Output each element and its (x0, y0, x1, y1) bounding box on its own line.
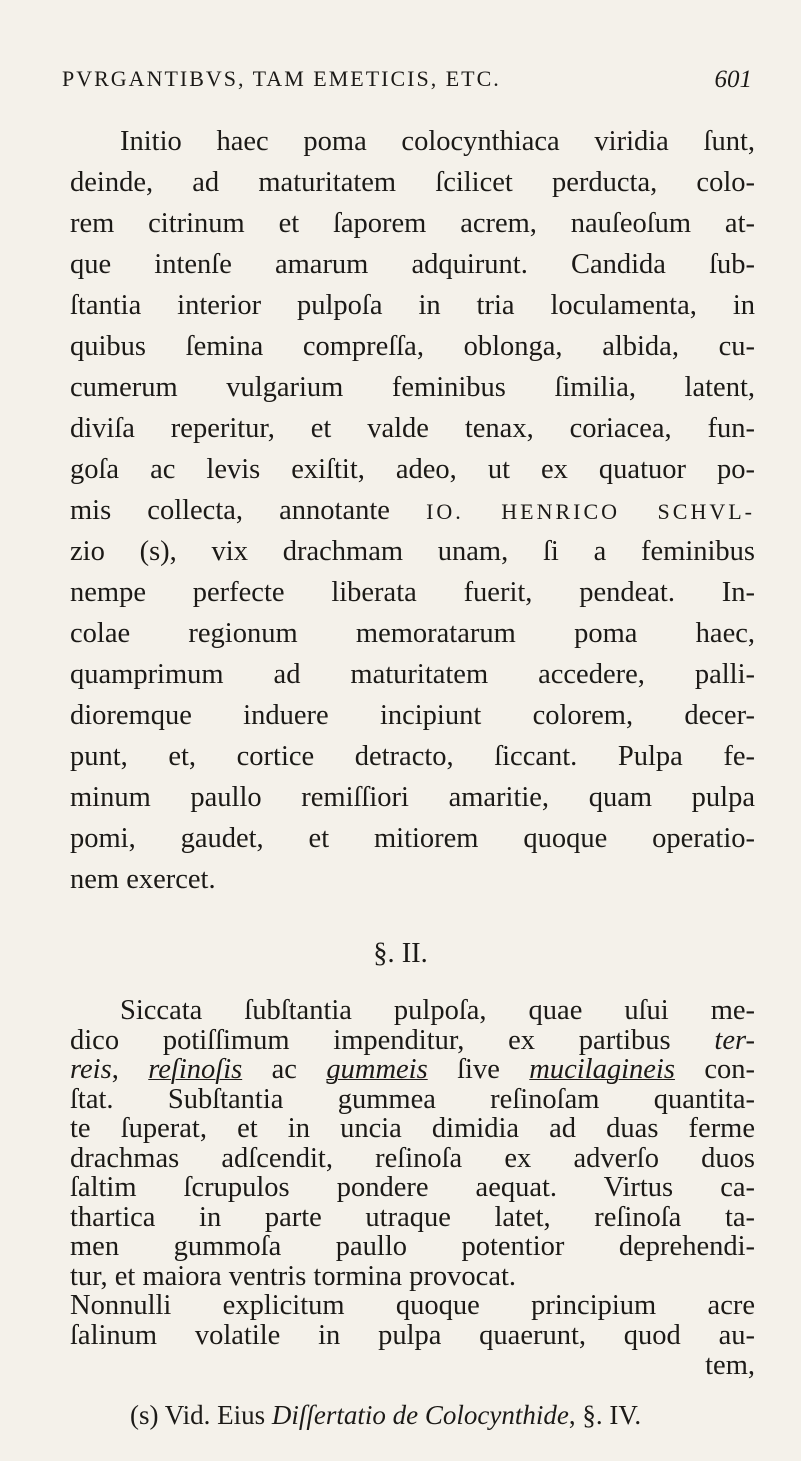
text-line: Initio haec poma colocynthiaca viridia ſunt, (120, 126, 755, 157)
text-line: ſtantia interior pulpoſa in tria loculamenta, in (70, 290, 755, 321)
text-line: rem citrinum et ſaporem acrem, nauſeoſum at- (70, 208, 755, 239)
text-fragment: dico potiſſimum impenditur, ex partibus (70, 1025, 671, 1056)
text-fragment: con- (674, 1054, 755, 1085)
text-line: cumerum vulgarium feminibus ſimilia, latent, (70, 372, 755, 403)
text-line: quibus ſemina compreſſa, oblonga, albida, cu- (70, 331, 755, 362)
text-line: nem exercet. (70, 864, 216, 895)
text-fragment: mis collecta, annotante (70, 495, 390, 526)
text-line: goſa ac levis exiſtit, adeo, ut ex quatuor po- (70, 454, 755, 485)
section-heading: §. II. (373, 938, 428, 969)
italic-term: mucilagineis (529, 1054, 675, 1085)
footnote (130, 1400, 755, 1431)
text-line: colae regionum memoratarum poma haec, (70, 618, 755, 649)
footnote-title: Diſſertatio de Colocynthide (271, 1400, 569, 1430)
text-line: diviſa reperitur, et valde tenax, coriacea, fun- (70, 413, 755, 444)
footnote-mark: (s) (130, 1400, 165, 1430)
text-line: minum paullo remiſſiori amaritie, quam pulpa (70, 782, 755, 813)
text-line: Siccata ſubſtantia pulpoſa, quae uſui me- (120, 995, 755, 1026)
running-header (62, 66, 752, 102)
annotator-name: IO. HENRICO SCHVL- (426, 499, 755, 524)
text-line: drachmas adſcendit, reſinoſa ex adverſo duos (70, 1143, 755, 1174)
italic-term: reis (70, 1054, 112, 1085)
page-number: 601 (714, 66, 752, 93)
text-line: tur, et maiora ventris tormina provocat. (70, 1261, 517, 1292)
text-fragment: , (111, 1054, 149, 1085)
text-line: punt, et, cortice detracto, ſiccant. Pulpa fe- (70, 741, 755, 772)
text-line: Nonnulli explicitum quoque principium acre (70, 1290, 755, 1321)
text-line: que intenſe amarum adquirunt. Candida ſub- (70, 249, 755, 280)
text-fragment: ac (242, 1054, 327, 1085)
text-line (70, 491, 755, 532)
text-line: men gummoſa paullo potentior deprehendi- (70, 1231, 755, 1262)
text-line: pomi, gaudet, et mitiorem quoque operatio- (70, 823, 755, 854)
footnote-ref: , §. IV. (568, 1400, 642, 1430)
running-title: PVRGANTIBVS, TAM EMETICIS, ETC. (62, 66, 501, 91)
text-line: dioremque induere incipiunt colorem, decer- (70, 700, 755, 731)
text-line: te ſuperat, et in uncia dimidia ad duas ferme (70, 1113, 755, 1144)
text-line: ſaltim ſcrupulos pondere aequat. Virtus ca- (70, 1172, 755, 1203)
text-line: nempe perfecte liberata fuerit, pendeat. In- (70, 577, 755, 608)
italic-term: ter- (714, 1025, 755, 1056)
text-line: zio (s), vix drachmam unam, ſi a feminibus (70, 536, 755, 567)
text-line: thartica in parte utraque latet, reſinoſa ta- (70, 1202, 755, 1233)
italic-term: gummeis (326, 1054, 428, 1085)
text-line: quamprimum ad maturitatem accedere, palli- (70, 659, 755, 690)
footnote-text: Vid. Eius (164, 1400, 272, 1430)
italic-term: reſinoſis (148, 1054, 243, 1085)
catchword: tem, (705, 1350, 755, 1381)
text-fragment: ſive (427, 1054, 530, 1085)
text-line: ſtat. Subſtantia gummea reſinoſam quantita- (70, 1084, 755, 1115)
text-line: deinde, ad maturitatem ſcilicet perducta, colo- (70, 167, 755, 198)
text-line: ſalinum volatile in pulpa quaerunt, quod au- (70, 1320, 755, 1351)
